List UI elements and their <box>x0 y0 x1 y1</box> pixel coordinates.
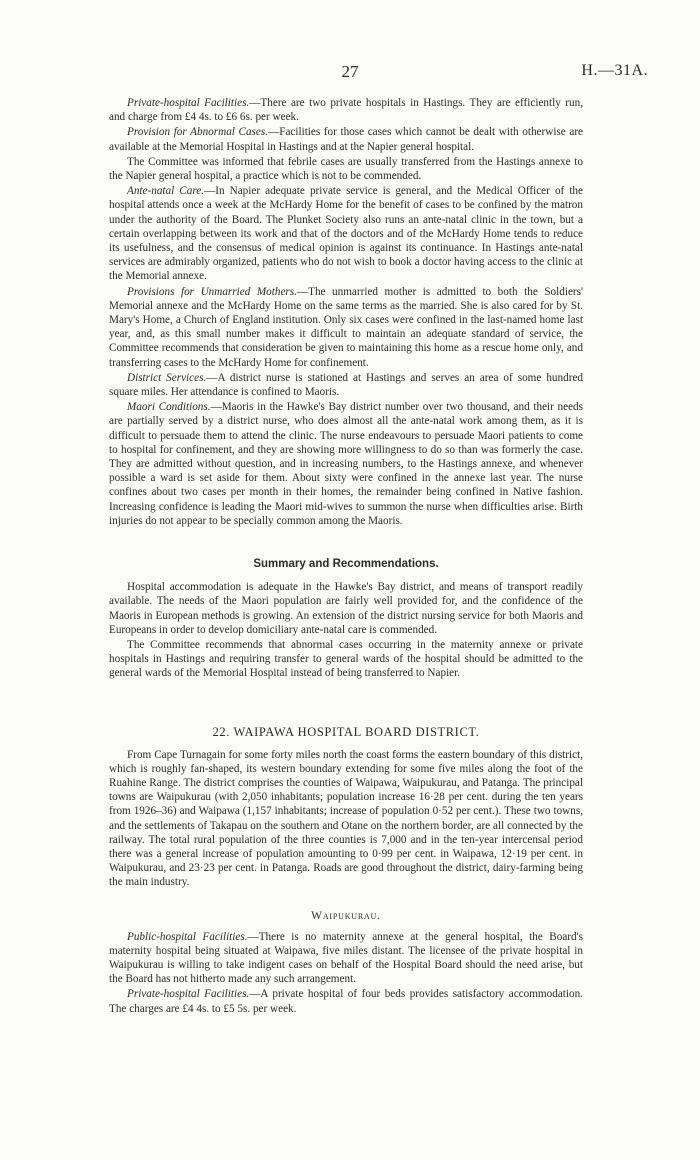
paragraph-district-services <box>109 371 583 399</box>
page-number: 27 <box>341 62 359 81</box>
summary-paragraph-1: Hospital accommodation is adequate in the Hawke's Bay district, and means of transport readily available. The needs of the Maori population are fairly well provided for, and the confidence of the Maoris in European methods is growing. An extension of the district nursing service for both Maoris and Europeans in order to develop domiciliary ante-natal care is commended. <box>109 581 583 636</box>
paragraph-heading: Private-hospital Facilities. <box>127 97 250 109</box>
summary-heading: Summary and Recommendations. <box>253 558 439 571</box>
paragraph-text: —A district nurse is stationed at Hastings and serves an area of some hundred square miles. Her attendance is confined to Maoris. <box>109 371 583 399</box>
paragraph-text: —A private hospital of four beds provides satisfactory accommodation. The charges are £4 4s. to £5 5s. per week. <box>109 988 583 1015</box>
paragraph-text: —The unmarried mother is admitted to both the Soldiers' Memorial annexe and the McHardy Home on the same terms as the married. She is also cared for by St. Mary's Home, a Church of England institution. Only six cases were confined in the last-named home last year, and, as this small number makes it difficult to maintain an adequate standard of service, the Committee recommends that consideration be given to maintaining this home as a rescue home only, and transferring cases to the McHardy Home for confinement. <box>109 285 584 369</box>
paragraph-heading: Private-hospital Facilities. <box>127 988 250 1001</box>
paragraph-text: —There is no maternity annexe at the general hospital, the Board's maternity hospital being situated at Waipawa, five miles distant. The licensee of the private hospital in Waipukurau is willing to take indigent cases on behalf of the Hospital Board should the need arise, but the Board has not hitherto made any such arrangement. <box>109 930 583 986</box>
paragraph-heading: Provisions for Unmarried Mothers. <box>127 285 297 298</box>
paragraph-ante-natal-care <box>109 184 583 283</box>
paragraph-febrile-cases: The Committee was informed that febrile cases are usually transferred from the Hastings annexe to the Napier general hospital, a practice which is not to be commended. <box>109 155 583 183</box>
summary-paragraph-2: The Committee recommends that abnormal cases occurring in the maternity annexe or private hospitals in Hastings and requiring transfer to general wards of the hospital should be admitted to the general wards of the Memorial Hospital instead of being transferred to Napier. <box>109 638 583 680</box>
paragraph-heading: Maori Conditions. <box>127 401 211 414</box>
paragraph-waipukurau-private-hospital <box>109 987 583 1015</box>
paragraph-maori-conditions <box>109 400 583 528</box>
paragraph-text: —In Napier adequate private service is general, and the Medical Officer of the hospital attends once a week at the McHardy Home for the benefit of cases to be confined by the matron under the authority of the Board. The Plunket Society also runs an ante-natal clinic in the town, but a certain overlapping between its work and that of the doctors and of the McHardy Home tends to reduce its usefulness, and the consensus of medical opinion is against its continuance. In Hastings ante-natal services are admirably organized, patients who do not wish to book a doctor having access to the clinic at the Memorial annexe. <box>109 185 583 283</box>
paragraph-private-hospital-facilities <box>109 96 583 124</box>
paragraph-text: —Facilities for those cases which cannot be dealt with otherwise are available at the Memorial Hospital in Hastings and at the Napier general hospital. <box>109 126 584 153</box>
paragraph-text: —Maoris in the Hawke's Bay district number over two thousand, and their needs are partially served by a district nurse, who does almost all the ante-natal work among them, as it is difficult to persuade them to attend the clinic. The nurse endeavours to persuade Maori patients to come to hospital for confinement, and they are showing more willingness to do so than was formerly the case. They are admitted without question, and in increasing numbers, to the Hastings annexe, and whenever possible a ward is set aside for them. About sixty were confined in the annexe last year. The nurse confines about two cases per month in their homes, the remainder being confined in Native fashion. Increasing confidence is leading the Maori mid-wives to summon the nurse when difficulties arise. Birth injuries do not appear to be specially common among the Maoris. <box>109 401 584 527</box>
document-reference: H.—31A. <box>581 62 648 79</box>
page-body <box>109 96 583 1016</box>
paragraph-unmarried-mothers <box>109 285 583 370</box>
district-section-title: 22. WAIPAWA HOSPITAL BOARD DISTRICT. <box>212 724 480 739</box>
paragraph-text: —There are two private hospitals in Hastings. They are efficiently run, and charge from £4 4s. to £6 6s. per week. <box>109 97 584 124</box>
paragraph-heading: District Services. <box>127 371 207 384</box>
paragraph-heading: Ante-natal Care. <box>127 185 205 198</box>
paragraph-abnormal-cases <box>109 125 583 153</box>
paragraph-heading: Provision for Abnormal Cases. <box>127 126 269 139</box>
paragraph-heading: Public-hospital Facilities. <box>127 930 248 943</box>
waipukurau-heading: Waipukurau. <box>311 909 381 922</box>
paragraph-public-hospital-facilities <box>109 930 583 987</box>
district-overview-paragraph: From Cape Turnagain for some forty miles north the coast forms the eastern boundary of this district, which is roughly fan-shaped, its western boundary extending for some five miles along the foot of the Ruahine Range. The district comprises the counties of Waipawa, Waipukurau, and Patanga. The principal towns are Waipukurau (with 2,050 inhabitants; population increase 16·28 per cent. during the ten years from 1926–36) and Waipawa (1,157 inhabitants; increase of population 0·52 per cent.). These two towns, and the settlements of Takapau on the southern and Otane on the northern border, are all connected by the railway. The total rural population of the three counties is 7,000 and in the ten-year intercensal period there was a general increase of population amounting to 0·99 per cent. in Waipawa, 12·19 per cent. in Waipukurau, and 23·23 per cent. in Patanga. Roads are good throughout the district, dairy-farming being the main industry. <box>109 748 583 889</box>
